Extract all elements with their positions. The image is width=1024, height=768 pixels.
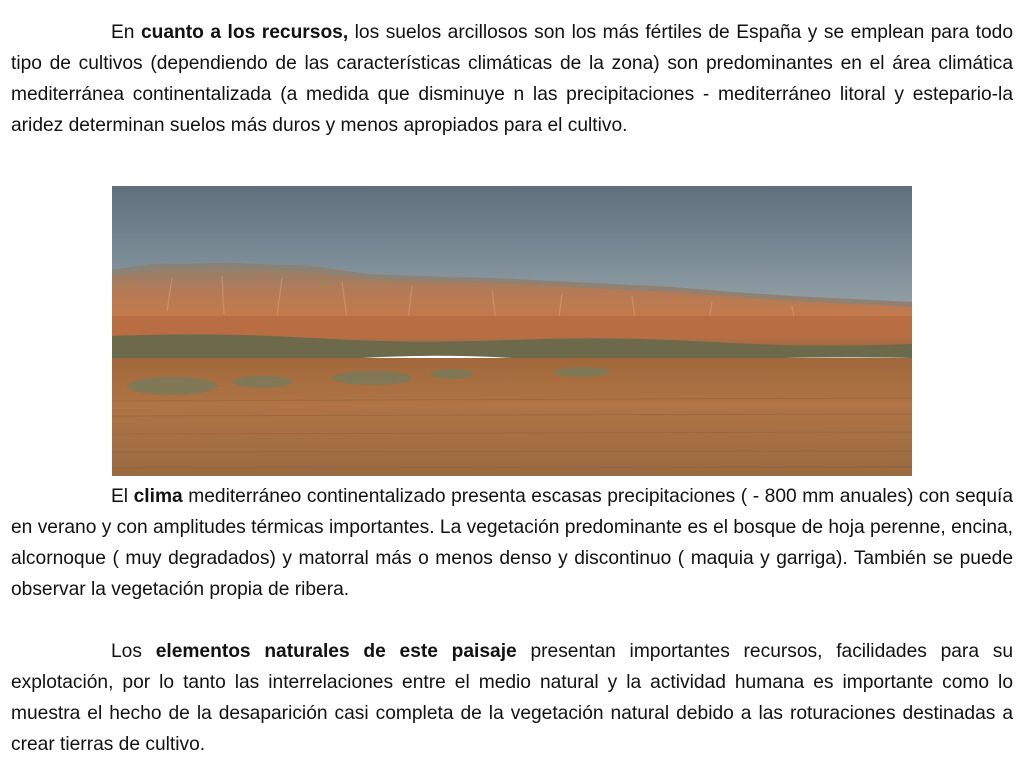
paragraph-recursos [11,17,1013,141]
paragraph-intro: En [111,22,141,43]
paragraph-elementos [11,636,1013,760]
paragraph-intro: El [111,486,134,507]
paragraph-body: mediterráneo continentalizado presenta escasas precipitaciones ( - 800 mm anuales) con sequía en verano y con amplitudes térmicas importantes. La vegetación predominante es el bosque de hoja perenne, encina, alcornoque ( muy degradados) y matorral más o menos denso y discontinuo ( maquia y garriga). También se puede observar la vegetación propia de ribera. [11,486,1013,600]
paragraph-body: presentan importantes recursos, facilidades para su explotación, por lo tanto las interrelaciones entre el medio natural y la actividad humana es importante como lo muestra el hecho de la desaparición casi completa de la vegetación natural debido a las roturaciones destinadas a crear tierras de cultivo. [11,641,1013,755]
bold-phrase: cuanto a los recursos, [140,22,349,43]
red-soil-band [112,316,912,338]
paragraph-body: los suelos arcillosos son los más fértiles de España y se emplean para todo tipo de cultivos (dependiendo de las características climáticas de la zona) son predominantes en el área climática mediterránea continentalizada (a medida que disminuye n las precipitaciones - mediterráneo litoral y estepario-la aridez determinan suelos más duros y menos apropiados para el cultivo. [11,22,1014,136]
paragraph-intro: Los [111,641,156,662]
landscape-photo [112,186,912,476]
bold-phrase: elementos naturales de este paisaje [155,641,517,662]
paragraph-clima [11,481,1013,605]
bold-phrase: clima [133,486,183,507]
plowed-field [112,358,912,476]
